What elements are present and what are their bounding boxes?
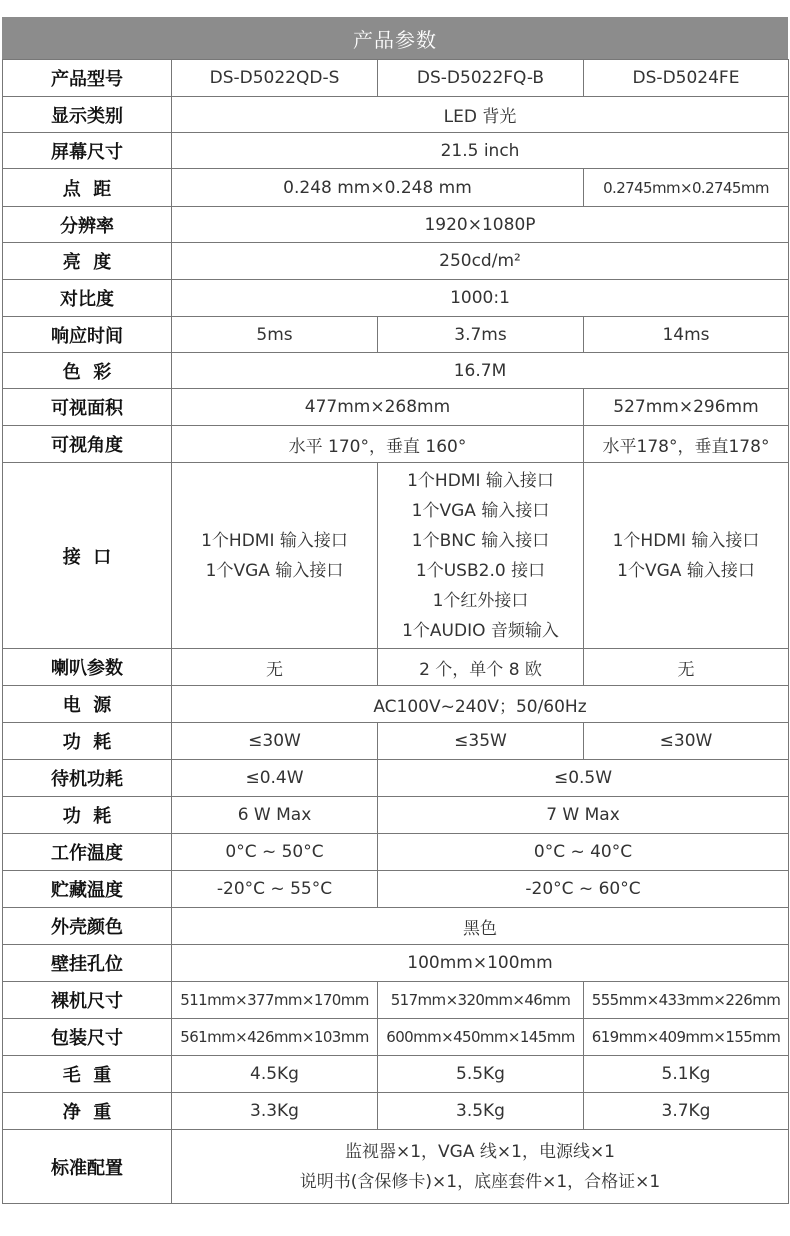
- table-row: [3, 133, 789, 169]
- value-cell: -20°C ~ 55°C: [172, 871, 378, 908]
- value-cell: 黑色: [172, 908, 789, 945]
- spec-sheet: [2, 17, 788, 1204]
- value-cell: [378, 463, 584, 649]
- value-cell: 2 个，单个 8 欧: [378, 649, 584, 686]
- row-label: 喇叭参数: [3, 649, 172, 686]
- value-cell: 619mm×409mm×155mm: [584, 1019, 789, 1056]
- page-title: 产品参数: [353, 27, 437, 52]
- value-cell: 3.7Kg: [584, 1093, 789, 1130]
- row-label: 显示类别: [3, 97, 172, 133]
- row-label: 标准配置: [3, 1130, 172, 1204]
- table-row: [3, 1019, 789, 1056]
- row-label: 工作温度: [3, 834, 172, 871]
- row-label: 外壳颜色: [3, 908, 172, 945]
- spec-table: [2, 59, 789, 1204]
- value-line: 1个HDMI 输入接口: [612, 530, 760, 551]
- value-cell: 1000:1: [172, 280, 789, 317]
- row-label: 毛 重: [3, 1056, 172, 1093]
- value-cell: [172, 463, 378, 649]
- value-line: 1个VGA 输入接口: [205, 560, 344, 581]
- table-row: [3, 908, 789, 945]
- value-line: 1个HDMI 输入接口: [407, 470, 554, 491]
- table-row: [3, 60, 789, 97]
- row-label: 可视角度: [3, 426, 172, 463]
- row-label: 壁挂孔位: [3, 945, 172, 982]
- value-cell: 511mm×377mm×170mm: [172, 982, 378, 1019]
- value-cell: 5.5Kg: [378, 1056, 584, 1093]
- row-label: 响应时间: [3, 317, 172, 353]
- value-cell: 14ms: [584, 317, 789, 353]
- value-cell: 水平 170°，垂直 160°: [172, 426, 584, 463]
- value-cell: 4.5Kg: [172, 1056, 378, 1093]
- value-line: 1个BNC 输入接口: [411, 530, 550, 551]
- row-label: 功 耗: [3, 723, 172, 760]
- value-cell: DS-D5024FE: [584, 60, 789, 97]
- row-label: 分辨率: [3, 207, 172, 243]
- value-cell: 0.2745mm×0.2745mm: [584, 169, 789, 207]
- value-cell: 1920×1080P: [172, 207, 789, 243]
- value-cell: ≤30W: [172, 723, 378, 760]
- row-label: 产品型号: [3, 60, 172, 97]
- value-cell: 0.248 mm×0.248 mm: [172, 169, 584, 207]
- table-row: [3, 1056, 789, 1093]
- table-row: [3, 353, 789, 389]
- value-line: 1个HDMI 输入接口: [201, 530, 348, 551]
- title-bar: [2, 17, 788, 59]
- value-cell: 无: [172, 649, 378, 686]
- value-line: 1个红外接口: [432, 590, 529, 611]
- table-row: [3, 1093, 789, 1130]
- table-row: [3, 243, 789, 280]
- row-label: 包装尺寸: [3, 1019, 172, 1056]
- value-cell: 3.3Kg: [172, 1093, 378, 1130]
- value-cell: 100mm×100mm: [172, 945, 789, 982]
- value-cell: 5.1Kg: [584, 1056, 789, 1093]
- value-line: 1个VGA 输入接口: [617, 560, 755, 581]
- table-row: [3, 760, 789, 797]
- row-label: 净 重: [3, 1093, 172, 1130]
- value-cell: AC100V~240V；50/60Hz: [172, 686, 789, 723]
- value-cell: 21.5 inch: [172, 133, 789, 169]
- value-line: 监视器×1，VGA 线×1，电源线×1: [344, 1141, 616, 1162]
- row-label: 功 耗: [3, 797, 172, 834]
- value-line: 1个VGA 输入接口: [411, 500, 550, 521]
- value-cell: ≤30W: [584, 723, 789, 760]
- row-label: 屏幕尺寸: [3, 133, 172, 169]
- table-row: [3, 797, 789, 834]
- table-row: [3, 317, 789, 353]
- value-cell: ≤0.5W: [378, 760, 789, 797]
- row-label: 贮藏温度: [3, 871, 172, 908]
- value-cell: 无: [584, 649, 789, 686]
- value-cell: DS-D5022QD-S: [172, 60, 378, 97]
- row-label: 接 口: [3, 463, 172, 649]
- value-cell: ≤0.4W: [172, 760, 378, 797]
- value-line: 1个AUDIO 音频输入: [402, 620, 559, 641]
- value-cell: 555mm×433mm×226mm: [584, 982, 789, 1019]
- table-row: [3, 1130, 789, 1204]
- table-row: [3, 97, 789, 133]
- table-row: [3, 945, 789, 982]
- value-cell: 水平178°，垂直178°: [584, 426, 789, 463]
- row-label: 色 彩: [3, 353, 172, 389]
- table-row: [3, 426, 789, 463]
- table-row: [3, 207, 789, 243]
- table-row: [3, 723, 789, 760]
- table-row: [3, 982, 789, 1019]
- table-row: [3, 169, 789, 207]
- row-label: 点 距: [3, 169, 172, 207]
- value-cell: 3.5Kg: [378, 1093, 584, 1130]
- row-label: 亮 度: [3, 243, 172, 280]
- value-cell: LED 背光: [172, 97, 789, 133]
- value-cell: 600mm×450mm×145mm: [378, 1019, 584, 1056]
- table-row: [3, 463, 789, 649]
- table-row: [3, 834, 789, 871]
- table-row: [3, 280, 789, 317]
- value-cell: [584, 463, 789, 649]
- value-line: 1个USB2.0 接口: [415, 560, 546, 581]
- table-row: [3, 649, 789, 686]
- row-label: 裸机尺寸: [3, 982, 172, 1019]
- value-cell: 0°C ~ 40°C: [378, 834, 789, 871]
- value-cell: 5ms: [172, 317, 378, 353]
- value-cell: 517mm×320mm×46mm: [378, 982, 584, 1019]
- value-cell: [172, 1130, 789, 1204]
- table-row: [3, 389, 789, 426]
- value-cell: 0°C ~ 50°C: [172, 834, 378, 871]
- value-cell: 7 W Max: [378, 797, 789, 834]
- row-label: 待机功耗: [3, 760, 172, 797]
- value-cell: 6 W Max: [172, 797, 378, 834]
- value-cell: 477mm×268mm: [172, 389, 584, 426]
- row-label: 对比度: [3, 280, 172, 317]
- table-row: [3, 686, 789, 723]
- value-line: 说明书(含保修卡)×1，底座套件×1，合格证×1: [299, 1171, 661, 1192]
- value-cell: 16.7M: [172, 353, 789, 389]
- value-cell: 527mm×296mm: [584, 389, 789, 426]
- value-cell: 250cd/m²: [172, 243, 789, 280]
- row-label: 电 源: [3, 686, 172, 723]
- row-label: 可视面积: [3, 389, 172, 426]
- value-cell: -20°C ~ 60°C: [378, 871, 789, 908]
- value-cell: 3.7ms: [378, 317, 584, 353]
- value-cell: ≤35W: [378, 723, 584, 760]
- value-cell: 561mm×426mm×103mm: [172, 1019, 378, 1056]
- table-row: [3, 871, 789, 908]
- value-cell: DS-D5022FQ-B: [378, 60, 584, 97]
